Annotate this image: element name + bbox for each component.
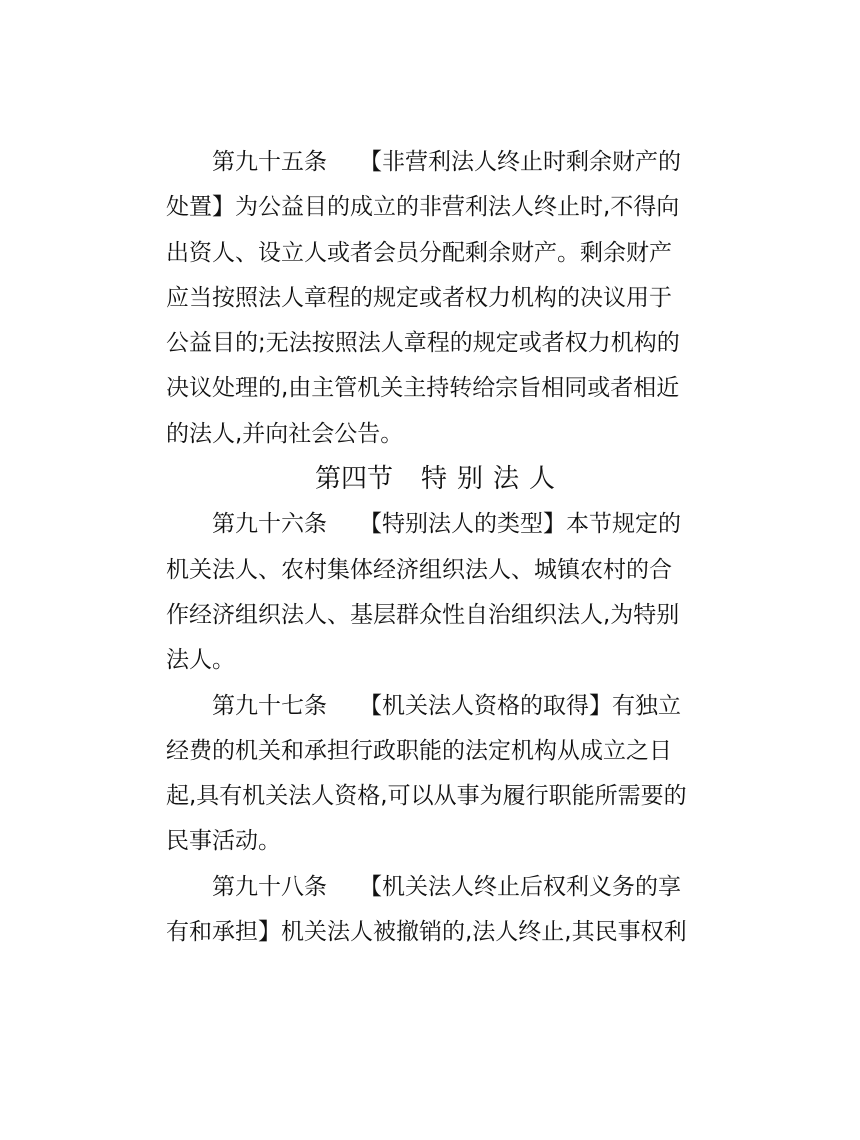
- section-title: 特别法人: [421, 464, 566, 495]
- article-98: [166, 865, 696, 956]
- article-96-line-4: 法人。: [166, 647, 235, 674]
- article-95-line-1: 第九十五条 【非营利法人终止时剩余财产的: [212, 149, 681, 175]
- article-95-line-6: 决议处理的,由主管机关主持转给宗旨相同或者相近: [166, 375, 680, 402]
- article-97-line-2: 经费的机关和承担行政职能的法定机构从成立之日: [166, 737, 672, 764]
- article-95-line-4: 应当按照法人章程的规定或者权力机构的决议用于: [166, 284, 672, 311]
- article-95-line-2: 处置】为公益目的成立的非营利法人终止时,不得向: [166, 194, 680, 221]
- article-95-line-5: 公益目的;无法按照法人章程的规定或者权力机构的: [166, 330, 680, 357]
- article-98-line-2: 有和承担】机关法人被撤销的,法人终止,其民事权利: [166, 919, 687, 946]
- article-97-line-1: 第九十七条 【机关法人资格的取得】有独立: [212, 692, 681, 719]
- document-page: [166, 140, 696, 955]
- article-96: [166, 502, 696, 683]
- article-95: [166, 140, 696, 457]
- article-number: 第九十八条: [212, 873, 327, 900]
- section-number: 第四节: [314, 464, 393, 495]
- article-97-line-3: 起,具有机关法人资格,可以从事为履行职能所需要的: [166, 783, 687, 810]
- article-number: 第九十五条: [212, 149, 327, 175]
- article-97-line-4: 民事活动。: [166, 828, 281, 855]
- article-97: [166, 684, 696, 865]
- article-number: 第九十六条: [212, 511, 327, 538]
- article-96-line-3: 作经济组织法人、基层群众性自治组织法人,为特别: [166, 601, 680, 628]
- article-96-line-1: 第九十六条 【特别法人的类型】本节规定的: [212, 511, 681, 538]
- section-heading: [166, 457, 696, 502]
- article-98-line-1: 第九十八条 【机关法人终止后权利义务的享: [212, 873, 681, 900]
- article-number: 第九十七条: [212, 692, 327, 719]
- article-96-line-2: 机关法人、农村集体经济组织法人、城镇农村的合: [166, 556, 672, 583]
- article-95-line-3: 出资人、设立人或者会员分配剩余财产。剩余财产: [166, 239, 672, 266]
- article-95-line-7: 的法人,并向社会公告。: [166, 420, 404, 447]
